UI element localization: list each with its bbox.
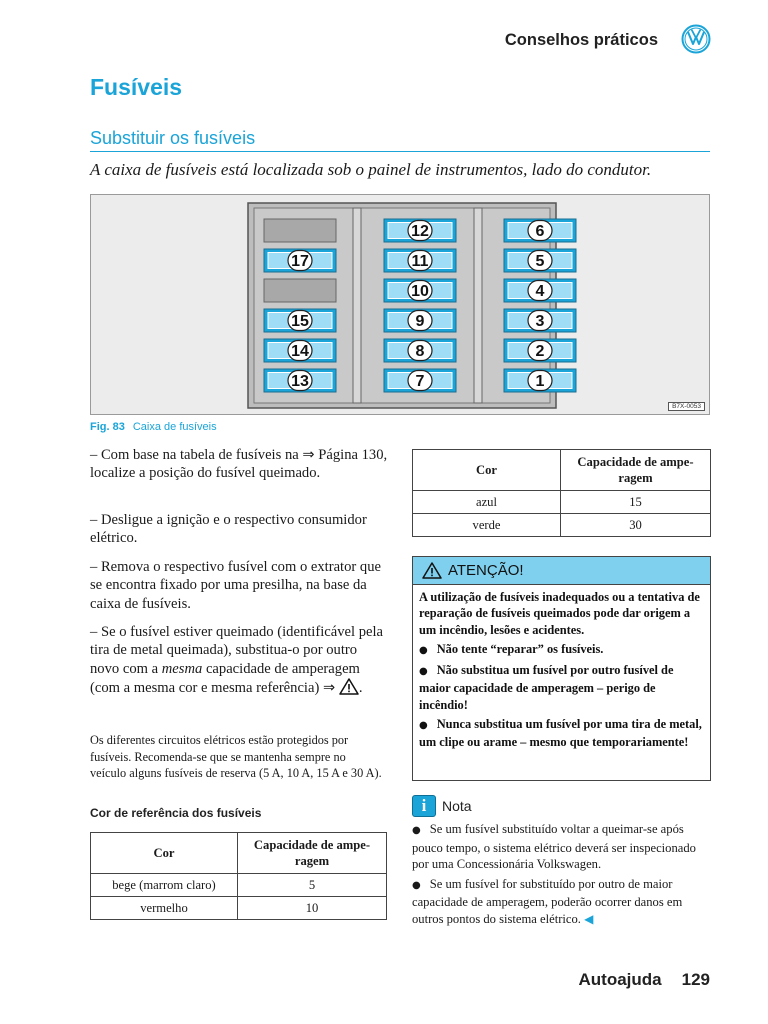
fuse-number: 7 [415, 373, 425, 390]
section-divider [90, 151, 710, 152]
fuse-number: 9 [415, 313, 425, 330]
fuse-number: 17 [291, 253, 309, 270]
fuse-7 [384, 369, 456, 392]
fuse-2 [504, 339, 576, 362]
fuse-10 [384, 279, 456, 302]
note-header [412, 795, 472, 817]
fuse-number: 4 [535, 283, 545, 300]
note-item [412, 876, 712, 928]
step-text: Remova o respectivo fusível com o extrator que se encontra fixado por uma presilha, na base da caixa de fusíveis. [90, 559, 381, 612]
table-cell: 15 [561, 491, 711, 514]
table-cell: verde [413, 514, 561, 537]
warning-item-text: Não substitua um fusível por outro fusível de maior capacidade de amperagem – perigo de incêndio! [419, 663, 674, 712]
note-item-text: Se um fusível for substituído por outro de maior capacidade de amperagem, poderão ocorrer danos em outros pontos do sistema elétrico. [412, 876, 683, 926]
info-icon: i [412, 795, 436, 817]
warning-body [413, 585, 710, 751]
table-header-row [91, 833, 387, 874]
bullet-icon: ● [419, 720, 428, 732]
step-2 [90, 511, 388, 548]
bullet-icon: ● [412, 825, 421, 836]
bullet-icon: ● [419, 666, 428, 678]
volkswagen-logo-icon [681, 24, 711, 54]
step-text: Com base na tabela de fusíveis na [100, 447, 303, 463]
figure-caption-text: Caixa de fusíveis [132, 421, 217, 433]
fuse-13 [264, 369, 336, 392]
warning-item-text: Não tente “reparar” os fusíveis. [436, 641, 604, 656]
note-body [412, 821, 712, 931]
fuse-number: 2 [535, 343, 545, 360]
step-dash: – [90, 512, 98, 528]
end-of-section-icon: ◀ [584, 911, 594, 926]
table-row [91, 874, 387, 897]
warning-item [419, 716, 704, 751]
table-cell: azul [413, 491, 561, 514]
table-cell: vermelho [91, 897, 238, 920]
fuse-12 [384, 219, 456, 242]
fuse-number: 11 [411, 253, 429, 270]
table-cell: 10 [238, 897, 387, 920]
step-1 [90, 446, 388, 483]
warning-item [419, 662, 704, 713]
warning-triangle-icon[interactable] [339, 678, 359, 695]
step-dash: – [90, 447, 98, 463]
step-text: Se o fusível estiver queimado (identificável pela tira de metal queimada), substitua-o por outro novo com a [90, 624, 384, 677]
fuse-6 [504, 219, 576, 242]
fuse-14 [264, 339, 336, 362]
table-row [413, 491, 711, 514]
fuse-number: 13 [291, 373, 309, 390]
step-dash: – [90, 559, 98, 575]
fuse-number: 6 [535, 223, 545, 240]
table-header-row [413, 450, 711, 491]
note-item [412, 821, 712, 873]
page-title: Fusíveis [90, 74, 183, 100]
fuse-number: 10 [411, 283, 429, 300]
table-row [413, 514, 711, 537]
fuse-color-table-left [90, 832, 387, 920]
table-cell: bege (marrom claro) [91, 874, 238, 897]
column-header: Capacidade de amperagem [238, 833, 387, 874]
table-cell: 30 [561, 514, 711, 537]
fuse-color-table-right [412, 449, 711, 537]
step-4 [90, 623, 388, 697]
fuse-number: 12 [411, 223, 429, 240]
fuse-box-figure [90, 194, 710, 415]
warning-item-text: Nunca substitua um fusível por uma tira de metal, um clipe ou arame – mesmo que temporariamente! [419, 717, 702, 750]
step-3 [90, 558, 388, 613]
fuse-number: 14 [291, 343, 309, 360]
reserve-fuses-paragraph: Os diferentes circuitos elétricos estão protegidos por fusíveis. Recomenda-se que se mantenha sempre no veículo alguns fusíveis de reserva (5 A, 10 A, 15 A e 30 A). [90, 733, 382, 780]
note-item-text: Se um fusível substituído voltar a queimar-se após pouco tempo, o sistema elétrico deverá ser inspecionado por uma Concessionária Volkswagen. [412, 822, 696, 872]
column-header: Capacidade de amperagem [561, 450, 711, 491]
column-header: Cor [91, 833, 238, 874]
warning-intro: A utilização de fusíveis inadequados ou a tentativa de reparação de fusíveis queimados pode dar origem a um incêndio, lesões e acidentes. [419, 590, 700, 637]
arrow-icon: ⇒ [302, 447, 315, 463]
fuse-box-diagram [91, 195, 711, 416]
lead-text: A caixa de fusíveis está localizada sob o painel de instrumentos, lado do condutor. [90, 160, 652, 179]
empty-fuse-slot [264, 279, 336, 302]
fuse-number: 15 [291, 313, 309, 330]
step-text: capacidade de amperagem (com a mesma cor e mesma referência) ⇒ [90, 660, 360, 696]
empty-fuse-slot [264, 219, 336, 242]
step-text: . [358, 679, 363, 696]
right-separator [474, 208, 482, 403]
warning-triangle-icon [422, 562, 442, 579]
fuse-number: 5 [535, 253, 545, 270]
page-number: 129 [681, 970, 710, 989]
page-reference-link[interactable]: Página 130, localize a posição do fusível queimado. [90, 447, 388, 482]
fuse-17 [264, 249, 336, 272]
running-header: Conselhos práticos [504, 31, 658, 49]
fuse-1 [504, 369, 576, 392]
fuse-8 [384, 339, 456, 362]
fuse-number: 3 [535, 313, 545, 330]
bullet-icon: ● [412, 879, 421, 891]
fuse-4 [504, 279, 576, 302]
bullet-icon: ● [419, 644, 428, 656]
fuse-15 [264, 309, 336, 332]
step-text: Desligue a ignição e o respectivo consumidor elétrico. [90, 512, 367, 547]
fuse-3 [504, 309, 576, 332]
warning-header [413, 557, 710, 585]
section-title: Substituir os fusíveis [90, 128, 256, 148]
fuse-9 [384, 309, 456, 332]
table-cell: 5 [238, 874, 387, 897]
column-header: Cor [413, 450, 561, 491]
figure-number: Fig. 83 [90, 421, 125, 433]
fuse-5 [504, 249, 576, 272]
left-separator [353, 208, 361, 403]
fuse-color-table-heading: Cor de referência dos fusíveis [90, 806, 262, 820]
warning-title: ATENÇÃO! [448, 562, 524, 579]
figure-code: B7X-0053 [668, 402, 705, 411]
fuse-11 [384, 249, 456, 272]
figure-caption [90, 421, 217, 433]
note-title: Nota [442, 798, 472, 814]
step-dash: – [90, 624, 98, 640]
warning-box [412, 556, 711, 781]
warning-item [419, 641, 704, 659]
table-row [91, 897, 387, 920]
fuse-number: 8 [415, 343, 425, 360]
step-emphasis: mesma [161, 660, 203, 677]
page-footer [579, 970, 710, 990]
fuse-number: 1 [535, 373, 545, 390]
footer-section: Autoajuda [578, 970, 662, 989]
